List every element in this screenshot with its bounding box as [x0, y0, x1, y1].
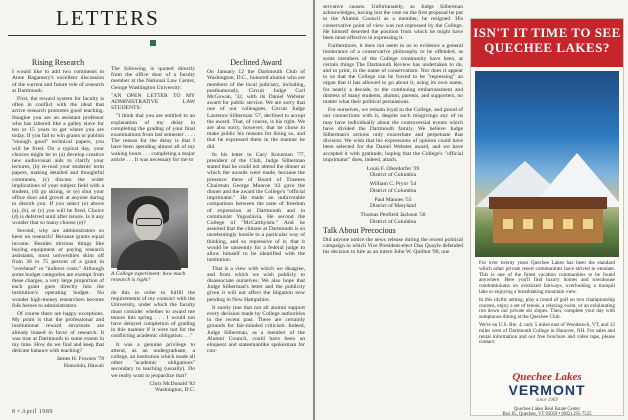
- letter-law-students-cont: [111, 290, 195, 395]
- ad-paragraph: For over twenty years Quechee Lakes has been the standard which other private resort communities have strived to emulate. This is one of the finest vacation communities to be found anywhere. Here you'll find luxury homes and townhouse condominiums on oversized fairways, overlooking a tranquil lake or enjoying a breathtaking mountain view.: [479, 260, 615, 295]
- signer-place: District of Columbia: [369, 187, 417, 194]
- letter-paragraph: I would like to add two comments to Anne Bagamery's excellent discussion of the current and future role of research at Dartmouth.: [12, 69, 104, 94]
- letter-paragraph: In his letter to Gary Konzman '77, president of the Club, Judge Silberman stated that he could not attend the dinner at which the awards were made, because the presence there of Board of Trustees Chairman George Munroe '43 gave the dinner and the award the College's "official imprimatur." He made an unfavorable comparison between the state of freedom of expression at Dartmouth and in communist Yugoslavia. He second the College of "McCarthyism." And he asserted that the climate at Dartmouth is so unrelentingly hostile to a particular way of thinking, and so repressive of it, that it would be unseemly for a federal judge to allow himself to be identified with the institution.: [207, 151, 305, 264]
- letter-paragraph: The following is quoted directly from the office door of a faculty member at the National Law Center, George Washington University:: [111, 66, 195, 91]
- letter-rising-research: [12, 60, 104, 371]
- section-marker: [150, 40, 156, 46]
- signer-place: District of Columbia: [369, 172, 417, 179]
- letter-paragraph: On January 12 the Dartmouth Club of Washington, D.C., honored alumni who are members of the local judiciary, including, posthumously, Circuit Judge Carl McGowan, '32, with its Daniel Webster award for public service. We are sorry that one of our colleagues, Circuit Judge Laurence Silberman '57, declined to accept the award. That, of course, is his right. We are also sorry, however, that he chose to make public his reasons for doing so, and that he expressed them in the manner he did.: [207, 69, 305, 150]
- lodge-roof: [489, 197, 607, 209]
- letter-declined-award-cont: [323, 4, 463, 258]
- article-photo: [111, 188, 188, 268]
- ad-headline-line2: QUECHEE LAKES?: [484, 40, 610, 55]
- logo-top: Quechee Lakes: [512, 371, 582, 383]
- signer-name: Louis F. Oberdorfer '39: [366, 166, 420, 173]
- letter-paragraph: Second, why are administrators so keen on research? Because grants equal income. Besides obvious things like buying equipment or paying research assistants, most universities skim off from 30 to 75 percent of a grant in "overhead" or "indirect costs." Although some budget categories are exempt from these charges, a very large proportion of each grant goes directly into the institution's operating budget. No wonder high-money researchers become folk heroes to administrators.: [12, 228, 104, 309]
- letter-signature: [111, 381, 195, 393]
- letter-declined-award: [207, 60, 305, 356]
- left-page: [0, 0, 313, 420]
- address-line: Box 85, Quechee, VT 05059 • (802) 295-7525: [502, 412, 592, 418]
- title-rule: [8, 35, 306, 36]
- signer-name: Thomas Penfield Jackson '58: [360, 212, 426, 219]
- photo-caption: A College experiment: how much research is right?: [111, 271, 186, 284]
- signer: [323, 166, 463, 178]
- letter-heading: Declined Award: [230, 58, 282, 67]
- letter-paragraph: "I think that you are entitled to an explanation of my delay in completing the grading of your final examinations from last semester . . . . The reason for the delay is that I have been spending almost all of my waking hours . . . completing a major article . . . It was necessary for me to: [111, 113, 195, 163]
- ad-paragraph: In this idyllic setting, play a round of golf on two championship courses, enjoy a set of tennis, a relaxing swim, or an exhilarating run down our private ski slopes. Then, complete your day with sumptuous dining at the Quechee Club.: [479, 296, 615, 321]
- ad-photo: [475, 71, 619, 257]
- signature-name: James H. Fownes '78: [56, 356, 104, 363]
- page-footer: 8 • April 1989: [12, 409, 53, 415]
- letter-paragraph: Of course there are happy exceptions. My point is that the professional and institutional reward structures are already biased in favor of research. It was true at Dartmouth to some extent in my time. How do we find and keep that delicate balance with teaching?: [12, 310, 104, 355]
- photo-body: [117, 240, 181, 270]
- photo-glasses: [136, 218, 162, 226]
- letter-heading: Rising Research: [31, 58, 85, 67]
- signer: [323, 212, 463, 224]
- ad-body: [479, 261, 615, 348]
- signature-place: Honolulu, Hawaii: [63, 362, 104, 369]
- address-line: Quechee Lakes Real Estate Center: [513, 407, 581, 412]
- signer: [323, 197, 463, 209]
- letter-paragraph: servative causes. Unfortunately, as Judge Silberman acknowledges, having lost the vote on the first proposal he put to the Alumni Council as a member, he resigned. His conservative point of view was not repressed by the College. He himself deserted the position from which he might have been most effective in expressing it.: [323, 4, 463, 42]
- ad-headline: [471, 19, 623, 67]
- letter-paragraph: Furthermore, it does not seem to us to evidence a general intolerance of a conservative philosophy to be offended, as some members of the College community have been, at certain things The Dartmouth Review has undertaken to do, and to print, in the name of conservatism. Nor does it appear to us that the College can be forced to be "repressing" an organ that it has allowed to go about it, using its own name, for nearly a decade, to the continuing embarrassment and distress of many students, alumni, parents, and supporters, no matter what their political persuasions.: [323, 43, 463, 106]
- letter-paragraph: That is a view with which we disagree, and from which we wish publicly to disassociate ourselves. We also hope that Judge Silberman's letter and the publicity given it will not affect the litigation now pending in New Hampshire.: [207, 265, 305, 303]
- page-title: LETTERS: [56, 6, 160, 30]
- logo-since: since 1969: [536, 398, 558, 403]
- quechee-logo: [491, 371, 603, 403]
- letter-paragraph: It was a genuine privilege to attend, as an undergraduate, a college, an institution which made all other "academic obligations" secondary to teaching (usually). Do we really want to jeopardize that?: [111, 341, 195, 379]
- letter-signature: [12, 356, 104, 368]
- ad-address: [479, 407, 615, 418]
- letter-paragraph: Did anyone notice the news release during the recent political campaign in which Vice President-elect Dan Quayle defended his decision to hire as an intern John W. Quilhot '90, one: [323, 236, 463, 256]
- lodge-building: [493, 209, 603, 243]
- letter-signers: [323, 166, 463, 225]
- signer: [323, 181, 463, 193]
- lodge-window: [583, 219, 593, 229]
- lodge-window: [523, 219, 533, 229]
- signer-place: District of Maryland: [370, 203, 416, 210]
- letter-paragraph: First, the reward system for faculty is often in conflict with the ideal that active research promotes good teaching. Imagine you are an assistant professor who has labored like a galley slave for ten or 15 years to get where you are today. If you fail to win grants or publish "enough good" technical papers, you will be fired. On a typical day, your choices might be to (a) develop creative new audiovisual aids to clarify your lectures, (b) re-read your students' term papers, making detailed and thoughtful comments, (c) discuss the wider implications of your subject field with a student, (d) go skiing, or (e) shut your office door and grovel at anyone daring to disturb you. If you select (e) above (a), (b), or (c) you will be fired. Choice (d) is deferred until after tenure. Is it any wonder that so many choose (e)?: [12, 96, 104, 227]
- letter-quote: "AN OPEN LETTER TO MY ADMINISTRATIVE LAW STUDENTS:: [111, 92, 195, 112]
- letter-paragraph: do this in order to fulfill the requirements of my contract with the University, under which the faculty must consider whether to award me tenure this spring . . . I would not have delayed completion of grading in this manner if it were not for the conflicting academic obligation. . . ": [111, 290, 195, 340]
- logo-bottom: VERMONT: [508, 382, 586, 398]
- ad-headline-line1: ISN'T IT TIME TO SEE: [473, 25, 621, 40]
- letter-paragraph: It surely true that not all alumni support every decision made by College authorities in the recent past. There are certainly grounds for fair-minded criticism. Indeed, Judge Silberman, as a member of the Alumni Council, could have been an eloquent and statesmanlike spokesman for con-: [207, 304, 305, 355]
- lodge-window: [543, 219, 553, 229]
- signer-name: William C. Pryor '54: [369, 181, 417, 188]
- signature-name: Chris McDonald '82: [149, 380, 195, 387]
- right-page: [315, 0, 628, 420]
- letter-law-students: [111, 66, 195, 165]
- signature-place: Washington, D.C.: [155, 387, 195, 394]
- lodge-window: [563, 219, 573, 229]
- signer-name: Paul Mannes '55: [374, 196, 412, 203]
- ad-paragraph: We're on U.S. Rte. 4, only 5 miles east of Woodstock, VT, and 12 miles west of Dartmouth College in Hanover, NH. For sales and rental information and our free brochure and video tape, please contact:: [479, 321, 615, 346]
- letter-paragraph: For ourselves, we remain loyal to the College, and proud of our connections with it, despite such misgivings any of us may have individually about the controversial events which have divided the Dartmouth family. We believe Judge Silberman's actions only exacerbate and perpetuate that division. We wish that his expressions of opinion could have been selected for the Daniel Webster award, and we have accepted it with gratitude, hoping that the College's "official imprimatur" does, indeed, attach.: [323, 107, 463, 163]
- quechee-lakes-ad: [470, 18, 624, 416]
- signer-place: District of Columbia: [369, 218, 417, 225]
- lodge-window: [503, 219, 513, 229]
- letter-heading: Talk About Precocious: [323, 225, 396, 235]
